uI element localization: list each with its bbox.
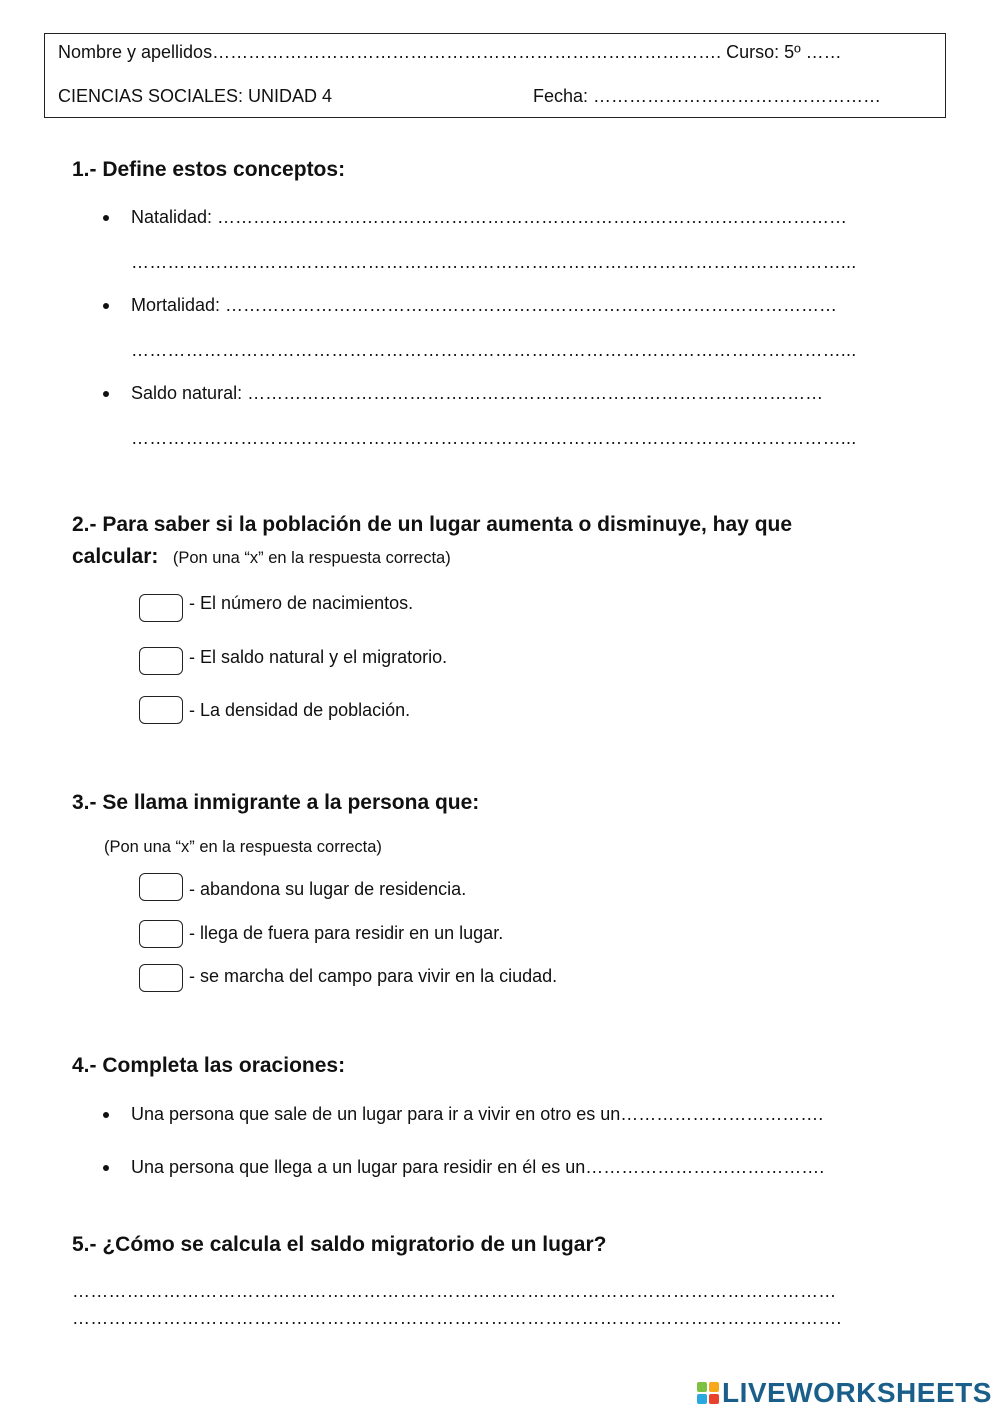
bullet-icon xyxy=(103,391,109,397)
q3-instruction: (Pon una “x” en la respuesta correcta) xyxy=(104,838,382,856)
bullet-icon xyxy=(103,303,109,309)
q3-option-3-checkbox[interactable] xyxy=(139,964,183,992)
q2-option-1-checkbox[interactable] xyxy=(139,594,183,622)
q2-instruction: (Pon una “x” en la respuesta correcta) xyxy=(172,549,451,567)
q2-option-1-label: - El número de nacimientos. xyxy=(189,593,414,613)
q2-option-2-label: - El saldo natural y el migratorio. xyxy=(189,647,448,667)
liveworksheets-logo-text: LIVEWORKSHEETS xyxy=(722,1377,992,1408)
q4-sentence-1[interactable]: Una persona que sale de un lugar para ir a vivir en otro es un……………………………. xyxy=(131,1104,824,1124)
q1-title: 1.- Define estos conceptos: xyxy=(72,158,346,181)
q2-title-line2: calcular: xyxy=(72,545,159,568)
q3-option-2-label: - llega de fuera para residir en un lugar. xyxy=(189,923,504,943)
q1-natalidad-line[interactable]: Natalidad: …………………………………………………………………………………………… xyxy=(131,207,848,227)
q1-mortalidad-line[interactable]: Mortalidad: ………………………………………………………………………………………… xyxy=(131,295,838,315)
q1-saldo-natural-line[interactable]: Saldo natural: …………………………………………………………………………………… xyxy=(131,383,824,403)
q5-answer-line-1[interactable]: ……………………………………………………………………………………………………………… xyxy=(72,1281,837,1301)
bullet-icon xyxy=(103,1112,109,1118)
q5-answer-line-2[interactable]: ………………………………………………………………………………………………………………. xyxy=(72,1308,842,1328)
q1-mortalidad-line2[interactable]: ………………………………………………………………………………………………………... xyxy=(131,340,857,360)
q3-title: 3.- Se llama inmigrante a la persona que: xyxy=(72,791,480,814)
q3-option-1-checkbox[interactable] xyxy=(139,873,183,901)
q2-title-line1: 2.- Para saber si la población de un lugar aumenta o disminuye, hay que xyxy=(72,513,793,536)
q3-option-3-label: - se marcha del campo para vivir en la ciudad. xyxy=(189,966,558,986)
q2-option-2-checkbox[interactable] xyxy=(139,647,183,675)
bullet-icon xyxy=(103,1165,109,1171)
q5-title: 5.- ¿Cómo se calcula el saldo migratorio de un lugar? xyxy=(72,1233,607,1256)
q4-sentence-2[interactable]: Una persona que llega a un lugar para residir en él es un…………………………………. xyxy=(131,1157,825,1177)
liveworksheets-logo-icon xyxy=(697,1382,719,1404)
q3-option-2-checkbox[interactable] xyxy=(139,920,183,948)
bullet-icon xyxy=(103,215,109,221)
subject-label: CIENCIAS SOCIALES: UNIDAD 4 xyxy=(58,86,333,106)
q2-title-line2-row xyxy=(72,545,451,569)
date-field-line[interactable]: Fecha: ………………………………………… xyxy=(533,86,882,106)
name-field-line[interactable]: Nombre y apellidos…………………………………………………………………………. Curso: 5º …… xyxy=(58,42,842,62)
q3-option-1-label: - abandona su lugar de residencia. xyxy=(189,879,467,899)
q2-option-3-checkbox[interactable] xyxy=(139,696,183,724)
q1-saldo-natural-line2[interactable]: ………………………………………………………………………………………………………... xyxy=(131,428,857,448)
q2-option-3-label: - La densidad de población. xyxy=(189,700,411,720)
q1-natalidad-line2[interactable]: ………………………………………………………………………………………………………... xyxy=(131,252,857,272)
q4-title: 4.- Completa las oraciones: xyxy=(72,1054,346,1077)
liveworksheets-logo xyxy=(697,1378,992,1408)
